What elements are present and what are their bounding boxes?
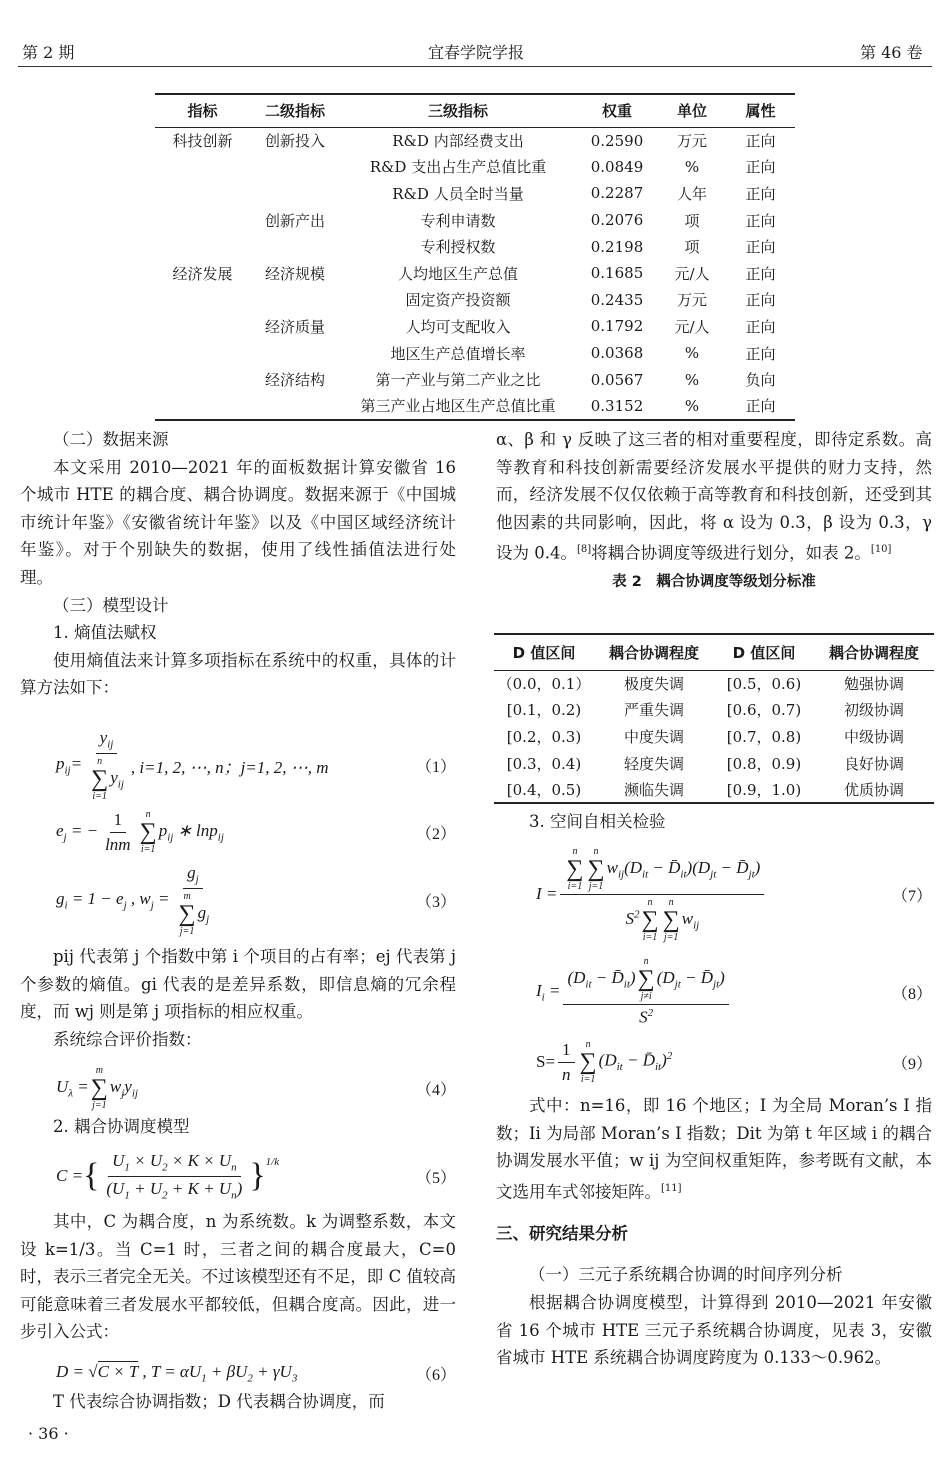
- table-cell: 严重失调: [623, 701, 684, 720]
- table-row: [155, 393, 795, 420]
- table-cell: [0.6，0.7): [726, 701, 802, 720]
- table-cell: 0.2198: [590, 237, 644, 256]
- table-cell: R&D 支出占生产总值比重: [369, 158, 547, 177]
- equation-4: $U_\lambda$ = m ∑ j=1 $w_jy_{ij}$ （4）: [56, 1065, 456, 1111]
- table2-header-0: D 值区间: [494, 634, 594, 670]
- table2-intro: 将耦合协调度等级进行划分，如表 2。: [591, 543, 871, 563]
- table-row: [155, 313, 795, 340]
- table-cell: [155, 366, 250, 393]
- table-cell: 万元: [676, 132, 707, 151]
- table-row: [494, 750, 934, 777]
- table-cell: 0.3152: [576, 393, 658, 420]
- table-row: [494, 670, 934, 697]
- table-cell: 专利授权数: [420, 238, 496, 257]
- table-cell: R&D 人员全时当量: [392, 184, 524, 203]
- table-cell: [155, 287, 250, 314]
- coupling-paragraph: 其中，C 为耦合度，n 为系统数。k 为调整系数，本文设 k=1/3。当 C=1 时，三者之间的耦合度最大，C=0 时，表示三者完全无关。不过该模型还有不足，即 C 值较高可能意味着三者发展水平都较低，但耦合度高。因此，进一步引入公式：: [20, 1212, 456, 1342]
- table-cell: [250, 233, 340, 260]
- table-cell: 地区生产总值增长率: [390, 344, 526, 363]
- table-cell: 极度失调: [623, 675, 684, 694]
- table-row: [155, 127, 795, 154]
- system-index-label: 系统综合评价指数：: [53, 1029, 202, 1049]
- equation-1: $p_{ij}=$ $y_{ij}$ n ∑ i=1 $y_{ij}$ , i=1, 2, ⋯, n；j=1, 2, ⋯, m （1）: [56, 728, 456, 802]
- equation-9: S= $\frac{1}{n}$ n ∑ i=1 ($D_{it}$ − $D̄_{it})^2$ （9）: [536, 1039, 932, 1085]
- table2-header-3: 耦合协调程度: [814, 634, 934, 670]
- table-cell: 经济结构: [264, 371, 325, 390]
- table1-header-2: 三级指标: [340, 94, 576, 127]
- table-cell: %: [684, 157, 700, 176]
- table-row: [155, 180, 795, 207]
- table-cell: [0.8，0.9): [726, 754, 802, 773]
- table-cell: 元/人: [674, 264, 710, 283]
- equation-2: $e_j$ = − $\frac{1}{\ln m}$ n ∑ i=1 $p_{ij}$ ∗ lnp$_{ij}$ （2）: [56, 809, 456, 855]
- table-row: [155, 340, 795, 367]
- table-cell: 初级协调: [843, 701, 904, 720]
- table-cell: 轻度失调: [623, 754, 684, 773]
- table-cell: [155, 313, 250, 340]
- method1-paragraph: 使用熵值法来计算多项指标在系统中的权重，具体的计算方法如下：: [20, 650, 456, 698]
- table-cell: 固定资产投资额: [405, 291, 511, 310]
- table-cell: 正向: [745, 317, 776, 336]
- section-title-data-source: （二）数据来源: [53, 430, 169, 449]
- equation-3: $g_i = 1 - e_j$ , $w_j$ = $g_j$ m ∑ j=1 $g_j$ （3）: [56, 863, 456, 937]
- table2-header-1: 耦合协调程度: [594, 634, 714, 670]
- table-cell: 经济发展: [172, 264, 233, 283]
- table-cell: [0.1，0.2): [506, 701, 582, 720]
- table-cell: 正向: [745, 211, 776, 230]
- table-row: [155, 366, 795, 393]
- table-cell: 正向: [745, 184, 776, 203]
- coupling-grade-table: [494, 633, 934, 804]
- table2-header-2: D 值区间: [714, 634, 814, 670]
- table-cell: [0.4，0.5): [494, 776, 594, 803]
- table1-header-4: 单位: [658, 94, 726, 127]
- table-cell: 创新投入: [264, 132, 325, 151]
- table-cell: [250, 393, 340, 420]
- table-cell: 中级协调: [843, 727, 904, 746]
- table1-header-5: 属性: [726, 94, 795, 127]
- table-row: [494, 697, 934, 724]
- table-cell: 经济规模: [264, 264, 325, 283]
- table-cell: 第一产业与第二产业之比: [375, 371, 541, 390]
- table-cell: 0.1685: [590, 264, 644, 283]
- table-cell: 项: [684, 238, 700, 257]
- volume-label: 第 46 卷: [860, 43, 923, 62]
- table-row: [155, 287, 795, 314]
- table-cell: [155, 393, 250, 420]
- equation-8: $I_i$ = ($D_{it}$ − $D̄_{it}$) n ∑ j≠i ($D_{jt}$ − $D̄_{jt}$) $S^2$ （8）: [536, 956, 932, 1027]
- method1-title: 1. 熵值法赋权: [53, 623, 157, 643]
- table-cell: 濒临失调: [594, 776, 714, 803]
- table-cell: [250, 180, 340, 207]
- table-cell: 万元: [676, 291, 707, 310]
- table-row: [494, 723, 934, 750]
- table-cell: 第三产业占地区生产总值比重: [340, 393, 576, 420]
- table-cell: %: [658, 393, 726, 420]
- table-cell: 负向: [745, 371, 776, 390]
- table-cell: 优质协调: [814, 776, 934, 803]
- weights-paragraph: α、β 和 γ 反映了这三者的相对重要程度，即待定系数。高等教育和科技创新需要经济发展水平提供的财力支持，然而，经济发展不仅仅依赖于高等教育和科技创新，还受到其他因素的共同影响，因此，将 α 设为 0.3，β 设为 0.3，γ 设为 0.4。: [496, 430, 932, 563]
- table-cell: [250, 340, 340, 367]
- table-cell: 科技创新: [172, 132, 233, 151]
- table-cell: [155, 180, 250, 207]
- table-row: [155, 233, 795, 260]
- header-rule: [18, 66, 932, 67]
- table-cell: 创新产出: [264, 211, 325, 230]
- right-column-top: [496, 426, 932, 597]
- section-title-model-design: （三）模型设计: [53, 595, 169, 615]
- table-cell: 正向: [726, 393, 795, 420]
- table-cell: %: [684, 344, 700, 363]
- table-cell: [155, 154, 250, 181]
- table-cell: 正向: [745, 264, 776, 283]
- method2-title: 2. 耦合协调度模型: [53, 1117, 190, 1136]
- table-cell: [250, 154, 340, 181]
- table-cell: 0.0368: [590, 344, 644, 363]
- table-row: [494, 776, 934, 803]
- ref-11: [11]: [661, 1182, 682, 1194]
- table-cell: 人均地区生产总值: [397, 264, 518, 283]
- table-cell: 项: [684, 211, 700, 230]
- right-column-bottom: [496, 1092, 932, 1372]
- table-cell: [155, 207, 250, 234]
- ref-10: [10]: [870, 544, 892, 556]
- table-cell: 人均可支配收入: [405, 317, 511, 336]
- ref-8: [8]: [577, 544, 592, 556]
- table-cell: 0.2435: [590, 290, 644, 309]
- table-cell: [250, 287, 340, 314]
- table-cell: （0.0，0.1）: [497, 675, 591, 694]
- method3-block: [496, 808, 932, 836]
- table2-caption: 表 2 耦合协调度等级划分标准: [612, 574, 816, 591]
- equation-5: C = { $\frac{U_1 \times U_2 \times K \times U_n}{(U_1 + U_2 + K + U_n)}$ } $^{1/k}$ （5）: [56, 1151, 456, 1201]
- table-cell: [0.9，1.0): [714, 776, 814, 803]
- subsection-3-1-title: （一）三元子系统耦合协调的时间序列分析: [529, 1265, 843, 1285]
- table-cell: 勉强协调: [843, 675, 904, 694]
- table-cell: [155, 340, 250, 367]
- table-cell: 0.1792: [590, 317, 644, 336]
- table-cell: [0.2，0.3): [506, 727, 582, 746]
- table-cell: 0.0849: [590, 157, 644, 176]
- table-cell: 正向: [745, 238, 776, 257]
- indicator-table: [155, 93, 795, 421]
- left-column-top: [20, 426, 456, 702]
- table-cell: 正向: [745, 132, 776, 151]
- equation-6: D = √C × T , $T = \alpha U_1 + \beta U_2 + \gamma U_3$ （6）: [56, 1361, 456, 1385]
- table-row: [155, 260, 795, 287]
- table-cell: [0.3，0.4): [506, 754, 582, 773]
- table1-header-3: 权重: [576, 94, 658, 127]
- table-cell: 0.2287: [590, 184, 644, 203]
- table-cell: 正向: [745, 344, 776, 363]
- table-cell: 0.2590: [590, 131, 644, 150]
- table-cell: 中度失调: [623, 727, 684, 746]
- table-cell: %: [684, 370, 700, 389]
- left-tail: [20, 1388, 456, 1416]
- table-cell: 元/人: [674, 317, 710, 336]
- table-row: [155, 154, 795, 181]
- table1-header-1: 二级指标: [250, 94, 340, 127]
- table1-header-0: 指标: [155, 94, 250, 127]
- table-cell: 人年: [676, 184, 707, 203]
- results-paragraph: 根据耦合协调度模型，计算得到 2010—2021 年安徽省 16 个城市 HTE 三元子系统耦合协调度，见表 3，安徽省城市 HTE 系统耦合协调度跨度为 0.133～0.962。: [496, 1293, 932, 1368]
- moran-paragraph: 式中：n=16，即 16 个地区；I 为全局 Moran’s I 指数；Ii 为局部 Moran’s I 指数；Dit 为第 t 年区域 i 的耦合协调发展水平值；w ij 为空间权重矩阵，参考既有文献，本文选用车式邻接矩阵。: [496, 1096, 932, 1202]
- table-cell: 正向: [745, 291, 776, 310]
- table-cell: 正向: [745, 158, 776, 177]
- page-number: · 36 ·: [28, 1424, 69, 1443]
- left-column-mid: [20, 943, 456, 1053]
- table-cell: 0.2076: [590, 211, 644, 230]
- issue-label: 第 2 期: [22, 43, 75, 62]
- table-cell: [155, 233, 250, 260]
- table-cell: [0.5，0.6): [726, 675, 802, 694]
- table-row: [155, 207, 795, 234]
- method3-title: 3. 空间自相关检验: [529, 812, 666, 831]
- journal-title: 宜春学院学报: [428, 43, 525, 62]
- method2-block: [20, 1113, 456, 1141]
- table-cell: R&D 内部经费支出: [392, 132, 524, 151]
- table-cell: 经济质量: [264, 317, 325, 336]
- table-cell: 良好协调: [843, 754, 904, 773]
- t-definition: T 代表综合协调指数；D 代表耦合协调度，而: [53, 1392, 385, 1411]
- section-3-title: 三、研究结果分析: [496, 1223, 628, 1243]
- table-cell: [0.7，0.8): [726, 727, 802, 746]
- data-source-paragraph: 本文采用 2010—2021 年的面板数据计算安徽省 16 个城市 HTE 的耦合度、耦合协调度。数据来源于《中国城市统计年鉴》《安徽省统计年鉴》以及《中国区域经济统计年鉴》。对于个别缺失的数据，使用了线性插值法进行处理。: [20, 457, 456, 587]
- table-cell: 专利申请数: [420, 211, 496, 230]
- equation-7: I = n ∑ i=1 n ∑ j=1 $w_{ij}(D_{it}$ − $D̄_{it})(D_{jt}$ − $D̄_{jt}$) $S^2$ n ∑ i=1 n ∑ j=1 $w_{ij}$ （7）: [536, 845, 932, 943]
- variable-description: pij 代表第 j 个指数中第 i 个项目的占有率；ej 代表第 j 个参数的熵值。gi 代表的是差异系数，即信息熵的冗余程度，而 wj 则是第 j 项指标的相应权重。: [20, 947, 456, 1022]
- table-cell: 0.0567: [590, 370, 644, 389]
- left-column-bottom: [20, 1208, 456, 1346]
